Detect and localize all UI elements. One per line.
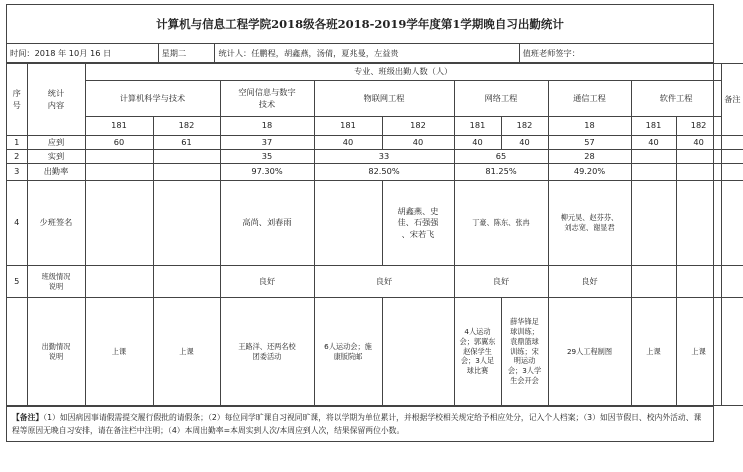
table-cell: 40	[454, 136, 501, 150]
table-cell: 4人运动 会；郭翼东 赵保学生 会；3人足 球比赛	[454, 298, 501, 406]
class-header: 181	[314, 117, 382, 136]
table-cell	[153, 266, 220, 298]
row-number	[7, 298, 27, 406]
table-cell: 40	[631, 136, 676, 150]
table-cell: 薛华锋足 球训练； 袁鼎篮球 训练；宋 明运动 会；3人学 生会开会	[501, 298, 548, 406]
class-header: 182	[501, 117, 548, 136]
sheet-title: 计算机与信息工程学院2018级各班2018-2019学年度第1学期晚自习出勤统计	[7, 5, 713, 44]
table-cell	[676, 266, 721, 298]
table-cell: 35	[220, 150, 314, 164]
row-number: 4	[7, 181, 27, 266]
table-cell: 29人工程制图	[548, 298, 631, 406]
class-header: 182	[676, 117, 721, 136]
table-cell: 40	[676, 136, 721, 150]
table-cell	[85, 181, 153, 266]
table-row	[7, 266, 743, 298]
remark-cell	[721, 136, 743, 150]
row-number: 2	[7, 150, 27, 164]
table-cell: 37	[220, 136, 314, 150]
row-label: 实到	[27, 150, 85, 164]
table-cell: 49.20%	[548, 164, 631, 181]
recorders-cell: 统计人：任鹏程，胡鑫燕，汤倩，夏兆曼，左益贵	[215, 44, 519, 62]
table-cell	[85, 164, 153, 181]
table-cell: 上课	[85, 298, 153, 406]
major-header: 物联网工程	[314, 81, 454, 117]
remark-header: 备注	[721, 64, 743, 136]
table-cell	[153, 164, 220, 181]
major-header: 计算机科学与技术	[85, 81, 220, 117]
table-cell	[631, 164, 676, 181]
row-label: 少班签名	[27, 181, 85, 266]
weekday-cell: 星期二	[159, 44, 216, 62]
row-number: 1	[7, 136, 27, 150]
table-cell	[676, 150, 721, 164]
table-cell: 上课	[676, 298, 721, 406]
table-cell: 60	[85, 136, 153, 150]
table-cell	[631, 181, 676, 266]
table-row	[7, 136, 743, 150]
remarks-note	[7, 406, 713, 441]
table-row	[7, 298, 743, 406]
table-cell: 良好	[454, 266, 548, 298]
table-cell	[153, 150, 220, 164]
table-cell: 上课	[631, 298, 676, 406]
table-cell: 81.25%	[454, 164, 548, 181]
table-row	[7, 150, 743, 164]
table-cell	[676, 164, 721, 181]
table-cell: 40	[314, 136, 382, 150]
class-header: 182	[153, 117, 220, 136]
table-cell	[631, 266, 676, 298]
table-cell	[676, 181, 721, 266]
class-header: 181	[631, 117, 676, 136]
remark-cell	[721, 150, 743, 164]
remark-cell	[721, 164, 743, 181]
table-cell: 胡鑫燕、史 佳、石强强 、宋若飞	[382, 181, 454, 266]
table-cell: 40	[501, 136, 548, 150]
row-label: 应到	[27, 136, 85, 150]
seq-header: 序号	[7, 64, 27, 136]
attendance-sheet	[6, 4, 741, 442]
table-cell: 良好	[548, 266, 631, 298]
row-number: 3	[7, 164, 27, 181]
remarks-prefix: 【备注】	[12, 413, 44, 422]
group-header: 专业、班级出勤人数（人）	[85, 64, 721, 81]
content-header: 统计 内容	[27, 64, 85, 136]
class-header: 181	[85, 117, 153, 136]
table-cell	[85, 266, 153, 298]
remark-cell	[721, 266, 743, 298]
table-cell: 柳元昊、赵芬芬、 刘志宽、谢显君	[548, 181, 631, 266]
table-cell: 97.30%	[220, 164, 314, 181]
table-cell	[382, 298, 454, 406]
major-header: 空间信息与数字 技术	[220, 81, 314, 117]
table-cell: 65	[454, 150, 548, 164]
table-cell: 良好	[314, 266, 454, 298]
table-cell	[153, 181, 220, 266]
table-cell: 良好	[220, 266, 314, 298]
table-row	[7, 181, 743, 266]
table-cell: 61	[153, 136, 220, 150]
table-cell: 57	[548, 136, 631, 150]
class-header: 18	[548, 117, 631, 136]
table-cell: 40	[382, 136, 454, 150]
table-row	[7, 164, 743, 181]
class-header: 182	[382, 117, 454, 136]
row-number: 5	[7, 266, 27, 298]
row-label: 出勤率	[27, 164, 85, 181]
meta-row	[7, 44, 713, 63]
date-cell: 时间：2018 年 10月 16 日	[7, 44, 159, 62]
table-cell: 33	[314, 150, 454, 164]
remarks-text: （1）如因病因事请假需提交履行假批的请假条；（2）每位同学旷课自习视同旷课，将以学期为单位累计，并根据学校相关规定给予相应处分，记入个人档案；（3）如因节假日、校内外活动、课程等原因无晚自习安排，请在备注栏中注明；（4）本周出勤率=本周实到人次/本周应到人次，结果保留两位小数。	[12, 413, 702, 435]
table-cell: 82.50%	[314, 164, 454, 181]
remark-cell	[721, 181, 743, 266]
remark-cell	[721, 298, 743, 406]
table-cell: 28	[548, 150, 631, 164]
row-label: 出勤情况 说明	[27, 298, 85, 406]
table-cell: 王路洋、还两名校 团委活动	[220, 298, 314, 406]
teacher-signature-cell: 值班老师签字：	[522, 48, 580, 58]
table-cell: 丁豪、陈东、张冉	[454, 181, 548, 266]
class-header: 181	[454, 117, 501, 136]
row-label: 班级情况 说明	[27, 266, 85, 298]
attendance-table	[7, 63, 743, 406]
table-cell	[314, 181, 382, 266]
major-header: 软件工程	[631, 81, 721, 117]
table-cell: 上课	[153, 298, 220, 406]
class-header: 18	[220, 117, 314, 136]
major-header: 通信工程	[548, 81, 631, 117]
table-cell	[631, 150, 676, 164]
table-cell: 6人运动会；施 康版院邮	[314, 298, 382, 406]
table-cell: 高尚、刘春雨	[220, 181, 314, 266]
table-cell	[85, 150, 153, 164]
major-header: 网络工程	[454, 81, 548, 117]
